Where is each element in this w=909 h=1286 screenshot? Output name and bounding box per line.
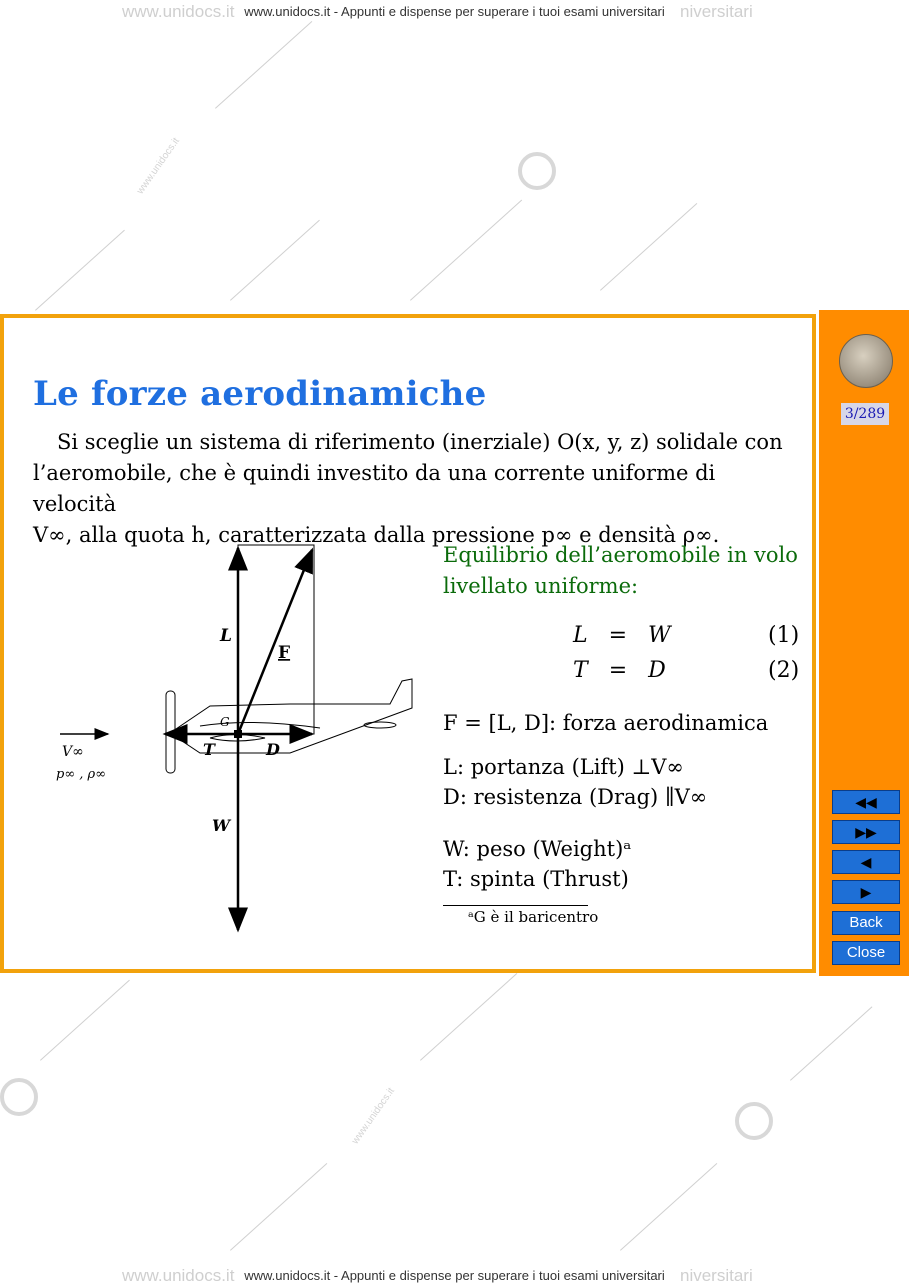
footnote-rule [443,905,588,906]
watermark-stroke [230,220,320,301]
equation-row [573,658,666,683]
equation-rhs: W [648,623,671,648]
force-label: F [278,643,291,663]
first-page-button[interactable]: ◀◀ [832,790,900,814]
previous-page-button[interactable]: ◀ [832,850,900,874]
equation-operator: = [608,658,628,683]
watermark-logo-icon [0,1078,38,1116]
weight-label: W [212,816,230,835]
equation-row [573,623,671,648]
intro-line: l’aeromobile, che è quindi investito da una corrente uniforme di velocità [33,461,716,516]
intro-paragraph [33,427,803,551]
equation-number: (1) [768,623,800,648]
page-counter: 3/289 [841,403,889,425]
next-page-button[interactable]: ▶ [832,880,900,904]
equilibrium-title: Equilibrio dell’aeromobile in volo livellato uniforme: [443,543,798,598]
watermark-stroke [40,980,130,1061]
drag-label: D [266,740,280,759]
watermark-stroke [790,1006,872,1080]
resultant-force-arrow [238,550,312,734]
definition-lift: L: portanza (Lift) ⊥V∞ [443,755,684,779]
watermark-footer: www.unidocs.it - Appunti e dispense per superare i tuoi esami universitari [244,1268,665,1283]
definition-force: F = [L, D]: forza aerodinamica [443,711,769,735]
watermark-header: www.unidocs.it - Appunti e dispense per superare i tuoi esami universitari [244,4,665,19]
conditions-label: p∞ , ρ∞ [56,767,107,782]
university-seal-icon [839,334,893,388]
slide-title: Le forze aerodinamiche [33,374,487,414]
watermark-stroke [600,203,697,291]
watermark-stroke [420,973,517,1061]
navigation-sidebar [819,310,909,976]
watermark-stroke [620,1163,717,1251]
equation-lhs: T [573,658,588,683]
last-page-button[interactable]: ▶▶ [832,820,900,844]
lift-label: L [220,626,232,646]
watermark-small-text: www.unidocs.it [350,1085,397,1147]
intro-line: V∞, alla quota h, caratterizzata dalla pressione p∞ e densità ρ∞. [33,523,720,547]
force-diagram [50,538,430,938]
center-of-gravity [234,730,242,738]
watermark-stroke [410,200,522,301]
equation-operator: = [608,623,628,648]
definition-thrust: T: spinta (Thrust) [443,867,629,891]
watermark-ghost-left-bottom: www.unidocs.it [122,1266,235,1285]
definition-weight: W: peso (Weight)ᵃ [443,837,632,861]
velocity-label: V∞ [62,744,84,760]
watermark-stroke [230,1163,327,1251]
watermark-small-text: www.unidocs.it [135,135,182,197]
intro-line: Si sceglie un sistema di riferimento (inerziale) O(x, y, z) solidale con [57,430,783,454]
thrust-label: T [203,740,215,759]
watermark-stroke [35,230,125,311]
center-label: G [220,715,230,729]
close-button[interactable]: Close [832,941,900,965]
watermark-stroke [215,21,312,109]
watermark-logo-icon [735,1102,773,1140]
equation-number: (2) [768,658,800,683]
watermark-ghost-left: www.unidocs.it [122,2,235,21]
watermark-logo-icon [518,152,556,190]
footnote: ᵃG è il baricentro [468,908,599,926]
back-button[interactable]: Back [832,911,900,935]
equation-lhs: L [573,623,588,648]
watermark-ghost-right-bottom: niversitari [680,1266,753,1285]
definition-drag: D: resistenza (Drag) ∥V∞ [443,785,708,809]
equation-rhs: D [648,658,666,683]
watermark-ghost-right: niversitari [680,2,753,21]
